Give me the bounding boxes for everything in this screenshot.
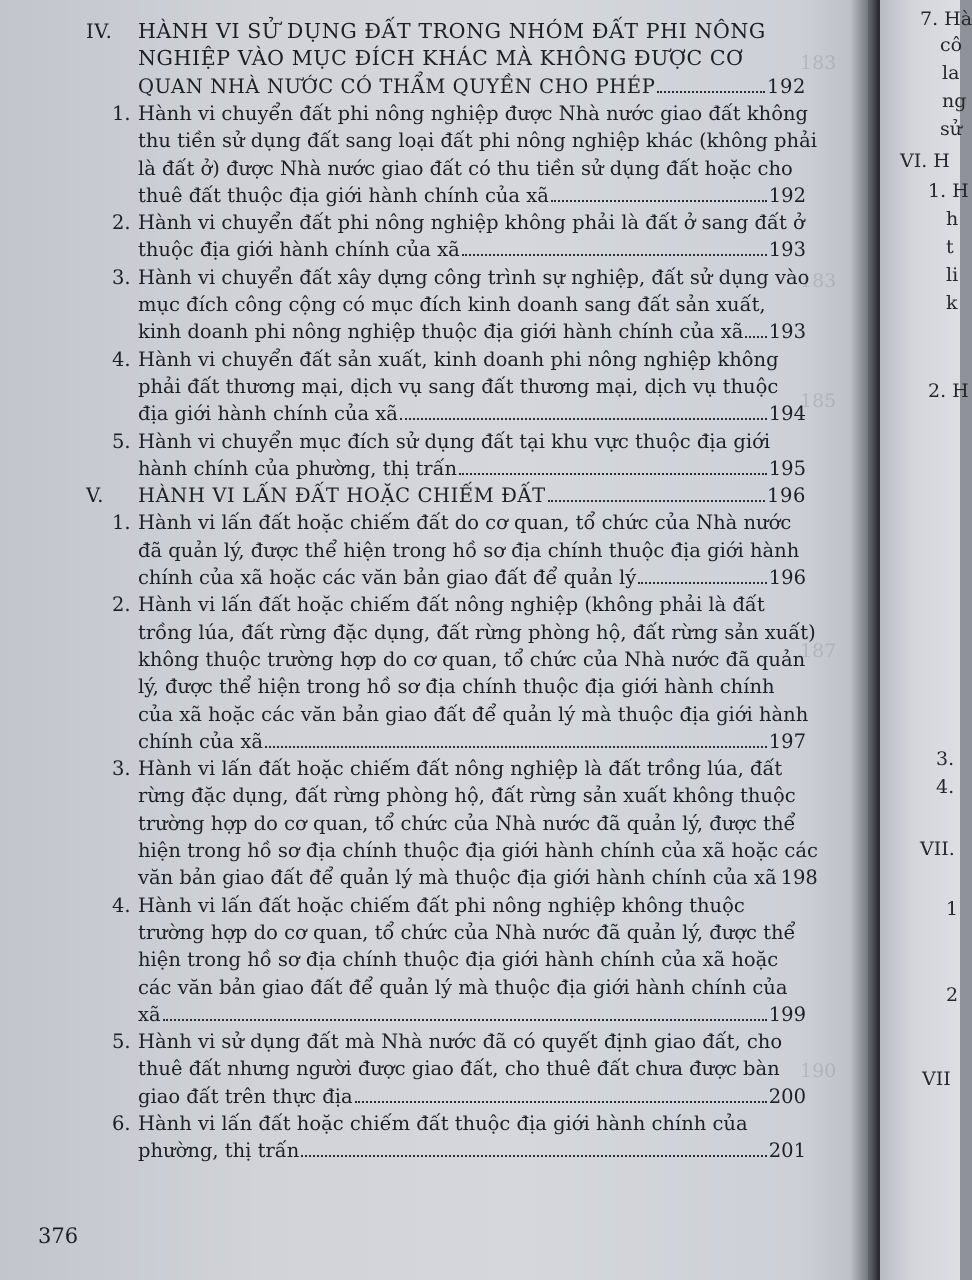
- toc-item-page-number: 193: [768, 320, 806, 344]
- dot-leader: [265, 729, 767, 748]
- section-number: IV.: [86, 20, 113, 43]
- book-page-right-edge: [880, 0, 972, 1280]
- toc-item-number: 4.: [112, 347, 131, 371]
- toc-item-title-line: địa giới hành chính của xã: [138, 402, 398, 426]
- dot-leader: [400, 401, 767, 420]
- toc-item-page-number: 196: [768, 566, 806, 589]
- toc-item-entry-row: [138, 1137, 806, 1164]
- facing-page-text-fragment: VII.: [920, 838, 955, 860]
- toc-item-title-line: Hành vi chuyển đất xây dựng công trình sự nghiệp, đất sử dụng vào: [138, 265, 810, 289]
- toc-item-title-line: Hành vi chuyển mục đích sử dụng đất tại khu vực thuộc địa giới: [138, 429, 771, 453]
- toc-item-title-line: không thuộc trường hợp do cơ quan, tổ chức của Nhà nước đã quản: [138, 647, 806, 671]
- toc-item-title-line: hành chính của phường, thị trấn: [138, 456, 458, 480]
- toc-item-title-line: Hành vi lấn đất hoặc chiếm đất nông nghiệp (không phải là đất: [138, 593, 765, 617]
- dot-leader: [459, 456, 767, 475]
- toc-item-number: 1.: [112, 101, 131, 125]
- toc-item-entry-row: [138, 864, 818, 891]
- toc-item-title-line: phường, thị trấn: [138, 1139, 300, 1163]
- section-title-line: HÀNH VI LẤN ĐẤT HOẶC CHIẾM ĐẤT: [138, 484, 546, 508]
- page-number: 376: [38, 1224, 79, 1248]
- toc-item-number: 5.: [112, 1030, 131, 1054]
- toc-item-title-line: Hành vi chuyển đất phi nông nghiệp được Nhà nước giao đất không: [138, 101, 808, 125]
- toc-item-title-line: của xã hoặc các văn bản giao đất để quản lý mà thuộc địa giới hành: [138, 702, 809, 726]
- toc-item-title-line: văn bản giao đất để quản lý mà thuộc địa giới hành chính của xã: [138, 866, 777, 890]
- toc-item-title-line: kinh doanh phi nông nghiệp thuộc địa giới hành chính của xã: [138, 320, 744, 344]
- toc-item-title-line: chính của xã: [138, 729, 263, 753]
- facing-page-text-fragment: 4.: [936, 776, 955, 798]
- facing-page-text-fragment: la: [942, 62, 960, 84]
- dot-leader: [745, 319, 766, 338]
- toc-item-title-line: Hành vi lấn đất hoặc chiếm đất do cơ quan, tổ chức của Nhà nước: [138, 511, 792, 535]
- toc-item-entry-row: [138, 1083, 806, 1110]
- toc-item-title-line: trường hợp do cơ quan, tổ chức của Nhà nước đã quản lý, được thể: [138, 811, 796, 835]
- toc-item-number: 6.: [112, 1112, 131, 1135]
- facing-page-text-fragment: VII: [922, 1068, 951, 1090]
- toc-item-number: 4.: [112, 893, 131, 917]
- toc-item-page-number: 197: [768, 729, 806, 753]
- facing-page-text-fragment: sử: [940, 118, 962, 140]
- toc-item-title-line: Hành vi lấn đất hoặc chiếm đất thuộc địa giới hành chính của: [138, 1112, 748, 1135]
- toc-item-entry-row: [138, 1001, 806, 1028]
- bleed-through-text: 187: [800, 640, 837, 662]
- dot-leader: [638, 565, 767, 584]
- section-entry-row: [138, 482, 806, 509]
- toc-item-title-line: thuê đất thuộc địa giới hành chính của xã: [138, 183, 549, 207]
- toc-item-title-line: xã: [138, 1002, 161, 1026]
- dot-leader: [462, 237, 767, 256]
- toc-item-number: 2.: [112, 593, 131, 617]
- section-entry-row: [138, 73, 806, 100]
- section-number: V.: [86, 484, 105, 508]
- toc-item-entry-row: [138, 455, 806, 482]
- section-page-number: 196: [766, 484, 806, 508]
- dot-leader: [551, 183, 767, 202]
- facing-page-text-fragment: ng: [942, 90, 967, 112]
- facing-page-text-fragment: 1. H: [928, 180, 969, 202]
- facing-page-text-fragment: h: [946, 208, 959, 230]
- facing-page-text-fragment: cô: [940, 34, 963, 56]
- toc-item-title-line: trường hợp do cơ quan, tổ chức của Nhà nước đã quản lý, được thể: [138, 920, 796, 944]
- toc-item-title-line: thu tiền sử dụng đất sang loại đất phi nông nghiệp khác (không phải: [138, 129, 817, 153]
- facing-page-text-fragment: t: [946, 236, 954, 258]
- toc-item-title-line: đã quản lý, được thể hiện trong hồ sơ địa chính thuộc địa giới hành: [138, 538, 800, 562]
- toc-item-title-line: giao đất trên thực địa: [138, 1084, 353, 1108]
- toc-item-title-line: các văn bản giao đất để quản lý mà thuộc địa giới hành chính của: [138, 975, 788, 999]
- toc-item-title-line: phải đất thương mại, dịch vụ sang đất thương mại, dịch vụ thuộc: [138, 374, 779, 398]
- toc-item-entry-row: [138, 236, 806, 263]
- toc-item-title-line: thuê đất nhưng người được giao đất, cho thuê đất chưa được bàn: [138, 1057, 780, 1081]
- dot-leader: [657, 74, 765, 93]
- toc-item-page-number: 199: [768, 1002, 806, 1026]
- toc-item-entry-row: [138, 318, 806, 345]
- toc-item-entry-row: [138, 400, 806, 427]
- toc-item-title-line: Hành vi lấn đất hoặc chiếm đất nông nghiệp là đất trồng lúa, đất: [138, 757, 783, 781]
- toc-item-number: 1.: [112, 511, 131, 535]
- bleed-through-text: 190: [800, 1060, 837, 1082]
- toc-item-entry-row: [138, 564, 806, 591]
- facing-page-text-fragment: 1: [946, 898, 959, 920]
- dot-leader: [355, 1084, 767, 1103]
- toc-item-entry-row: [138, 182, 806, 209]
- toc-item-number: 2.: [112, 211, 131, 235]
- dot-leader: [548, 483, 765, 502]
- toc-item-title-line: lý, được thể hiện trong hồ sơ địa chính thuộc địa giới hành chính: [138, 675, 775, 699]
- section-title-line: QUAN NHÀ NƯỚC CÓ THẨM QUYỀN CHO PHÉP: [138, 74, 656, 98]
- toc-item-title-line: hiện trong hồ sơ địa chính thuộc địa giới hành chính của xã hoặc các: [138, 839, 818, 862]
- facing-page-text-fragment: 2: [946, 984, 959, 1006]
- section-title-line: HÀNH VI SỬ DỤNG ĐẤT TRONG NHÓM ĐẤT PHI NÔNG: [138, 19, 766, 43]
- toc-item-page-number: 195: [768, 456, 806, 480]
- toc-item-page-number: 200: [768, 1084, 806, 1108]
- toc-item-title-line: thuộc địa giới hành chính của xã: [138, 238, 460, 262]
- toc-item-number: 5.: [112, 429, 131, 453]
- toc-item-page-number: 194: [768, 402, 806, 426]
- bleed-through-text: 183: [800, 52, 837, 74]
- toc-item-page-number: 198: [780, 866, 818, 890]
- facing-page-text-fragment: k: [946, 292, 958, 314]
- toc-item-title-line: hiện trong hồ sơ địa chính thuộc địa giới hành chính của xã hoặc: [138, 948, 779, 972]
- toc-item-title-line: Hành vi chuyển đất sản xuất, kinh doanh phi nông nghiệp không: [138, 347, 779, 371]
- toc-item-number: 3.: [112, 757, 131, 781]
- bleed-through-text: 183: [800, 270, 837, 292]
- facing-page-text-fragment: li: [946, 264, 959, 286]
- section-title-line: NGHIỆP VÀO MỤC ĐÍCH KHÁC MÀ KHÔNG ĐƯỢC CƠ: [138, 46, 744, 71]
- toc-item-page-number: 201: [768, 1139, 806, 1163]
- facing-page-text-fragment: 7. Hà: [920, 8, 972, 30]
- facing-page-text-fragment: VI. H: [900, 150, 950, 172]
- dot-leader: [163, 1002, 767, 1021]
- toc-item-title-line: là đất ở) được Nhà nước giao đất có thu tiền sử dụng đất hoặc cho: [138, 156, 793, 180]
- toc-item-title-line: rừng đặc dụng, đất rừng phòng hộ, đất rừng sản xuất không thuộc: [138, 784, 796, 808]
- toc-item-page-number: 193: [768, 238, 806, 262]
- facing-page-text-fragment: 2. H: [928, 380, 969, 402]
- bleed-through-text: 185: [800, 390, 837, 412]
- toc-item-title-line: Hành vi chuyển đất phi nông nghiệp không phải là đất ở sang đất ở: [138, 211, 805, 235]
- toc-item-title-line: Hành vi sử dụng đất mà Nhà nước đã có quyết định giao đất, cho: [138, 1030, 783, 1054]
- section-page-number: 192: [766, 74, 806, 98]
- toc-item-number: 3.: [112, 265, 131, 289]
- toc-item-title-line: chính của xã hoặc các văn bản giao đất để quản lý: [138, 566, 637, 589]
- dot-leader: [301, 1138, 766, 1157]
- toc-item-title-line: trồng lúa, đất rừng đặc dụng, đất rừng phòng hộ, đất rừng sản xuất): [138, 620, 816, 644]
- toc-item-page-number: 192: [768, 183, 806, 207]
- toc-item-title-line: mục đích công cộng có mục đích kinh doanh sang đất sản xuất,: [138, 293, 766, 316]
- facing-page-text-fragment: 3.: [936, 748, 955, 770]
- toc-item-entry-row: [138, 728, 806, 755]
- toc-item-title-line: Hành vi lấn đất hoặc chiếm đất phi nông nghiệp không thuộc: [138, 893, 745, 917]
